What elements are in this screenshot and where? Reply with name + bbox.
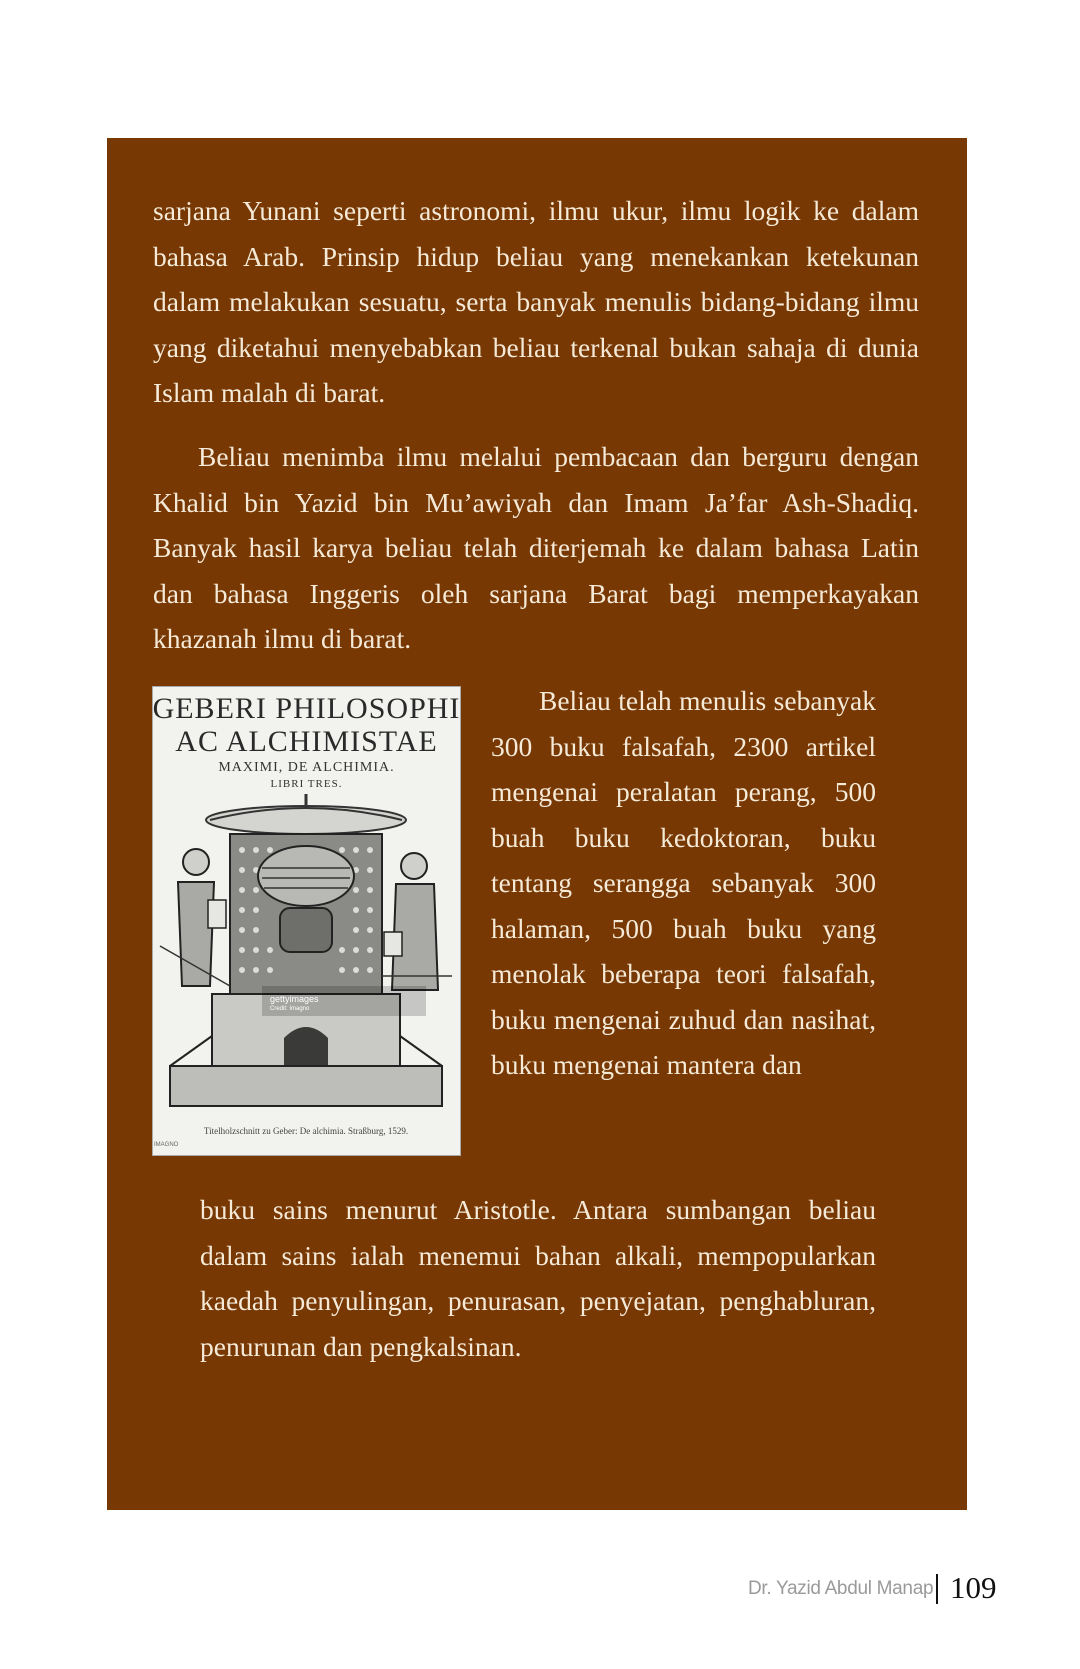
page-number: 109: [950, 1570, 997, 1605]
paragraph-3: Beliau telah menulis sebanyak 300 buku falsafah, 2300 artikel mengenai peralatan perang, 500 buah buku kedoktoran, buku tentang serangga sebanyak 300 halaman, 500 buah buku yang menolak beberapa teori falsafah, buku mengenai zuhud dan nasihat, buku mengenai mantera dan: [491, 685, 876, 1080]
figure-subtitle-line1: MAXIMI, DE ALCHIMIA.: [218, 760, 395, 775]
footer-separator: [936, 1574, 938, 1604]
paragraph-4: buku sains menurut Aristotle. Antara sumbangan beliau dalam sains ialah menemui bahan alkali, mempopularkan kaedah penyulingan, penurasan, penyejatan, penghabluran, penurunan dan pengkalsinan.: [200, 1194, 876, 1362]
footer-author: Dr. Yazid Abdul Manap: [748, 1578, 934, 1599]
paragraph-2: Beliau menimba ilmu melalui pembacaan dan berguru dengan Khalid bin Yazid bin Mu’awiyah dan Imam Ja’far Ash-Shadiq. Banyak hasil karya beliau telah diterjemah ke dalam bahasa Latin dan bahasa Inggeris oleh sarjana Barat bagi memperkayakan khazanah ilmu di barat.: [153, 441, 919, 654]
geber-alchemy-woodcut-figure: [152, 686, 461, 1156]
figure-title-line1: GEBERI PHILOSOPHI: [152, 692, 461, 725]
figure-watermark: gettyimages: [270, 994, 319, 1004]
figure-title-line2: AC ALCHIMISTAE: [175, 725, 438, 758]
figure-caption: Titelholzschnitt zu Geber: De alchimia. Straßburg, 1529.: [203, 1126, 409, 1136]
paragraph-1: sarjana Yunani seperti astronomi, ilmu ukur, ilmu logik ke dalam bahasa Arab. Prinsip hidup beliau yang menekankan ketekunan dalam melakukan sesuatu, serta banyak menulis bidang-bidang ilmu yang diketahui menyebabkan beliau terkenal bukan sahaja di dunia Islam malah di barat.: [153, 195, 919, 408]
figure-stamp: IMAGNO: [154, 1142, 179, 1148]
figure-subtitle-line2: LIBRI TRES.: [270, 778, 343, 790]
figure-watermark-credit: Credit: Imagno: [270, 1006, 310, 1012]
